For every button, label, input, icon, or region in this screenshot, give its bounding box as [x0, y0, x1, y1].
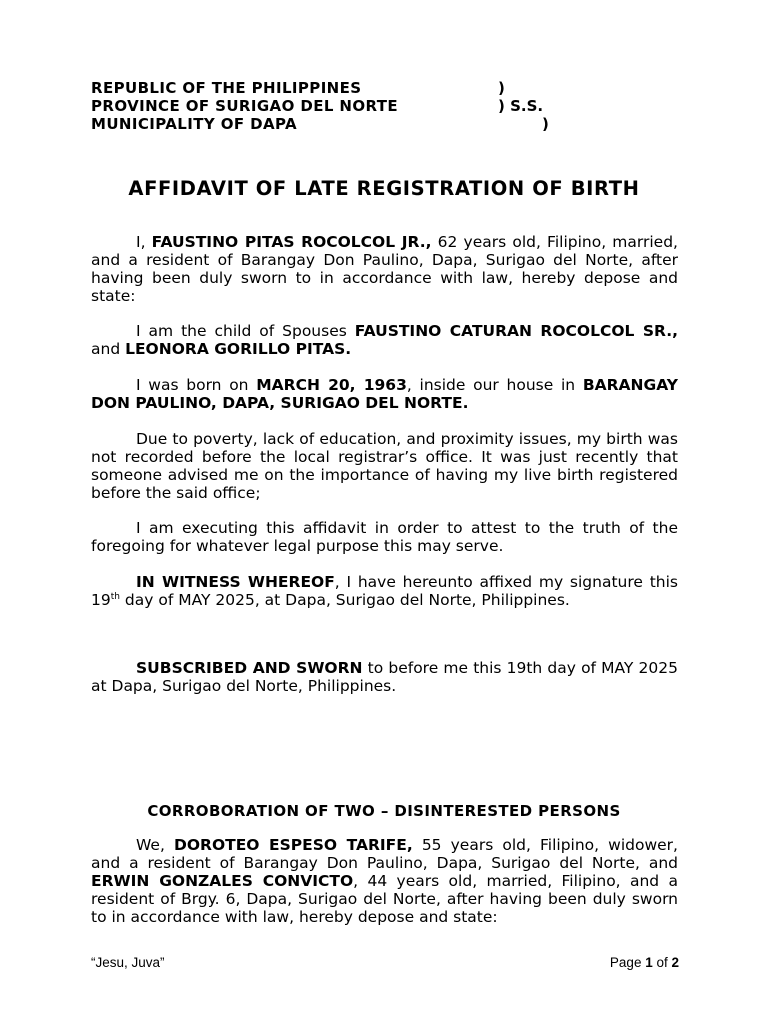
caption-bracket-3: ) [542, 115, 549, 133]
page-number [610, 955, 679, 970]
p3-mid: , inside our house in [406, 376, 583, 394]
p1-pre: I, [136, 233, 152, 251]
footer-motto: “Jesu, Juva” [91, 955, 165, 970]
affiant-intro-paragraph [91, 233, 678, 305]
p8-pre: We, [136, 836, 174, 854]
mother-name: LEONORA GORILLO PITAS. [125, 340, 352, 358]
document-title: AFFIDAVIT OF LATE REGISTRATION OF BIRTH [128, 177, 640, 200]
page-word: Page [609, 955, 646, 970]
birth-paragraph [91, 376, 678, 412]
p7-post: to before me this 19th day of MAY 2025 at Dapa, Surigao del Norte, Philippines. [91, 659, 678, 695]
p6-post: day of MAY 2025, at Dapa, Surigao del Norte, Philippines. [119, 591, 570, 609]
witness-lead: IN WITNESS WHEREOF [136, 573, 335, 591]
jurat-paragraph [91, 659, 678, 695]
p6-superscript: th [110, 592, 120, 602]
p1-post: 62 years old, Filipino, married, and a resident of Barangay Don Paulino, Dapa, Surigao del Norte, after having been duly sworn to in accordance with law, hereby depose and state: [91, 233, 678, 305]
p8-post: , 44 years old, married, Filipino, and a resident of Brgy. 6, Dapa, Surigao del Norte, after having been duly sworn to in accordance with law, hereby depose and state: [91, 872, 678, 926]
birth-date: MARCH 20, 1963 [256, 376, 407, 394]
caption-province: PROVINCE OF SURIGAO DEL NORTE [91, 97, 399, 115]
corroboration-paragraph [91, 836, 678, 926]
page-current: 1 [645, 955, 653, 970]
purpose-paragraph [91, 519, 678, 555]
page-total: 2 [671, 955, 679, 970]
p4-text: Due to poverty, lack of education, and proximity issues, my birth was not recorded before the local registrar’s office. It was just recently that someone advised me on the importance of having my live birth registered before the said office; [91, 430, 678, 502]
birth-place: BARANGAY DON PAULINO, DAPA, SURIGAO DEL NORTE. [91, 376, 678, 412]
reason-paragraph [91, 430, 678, 502]
p8-mid1: 55 years old, Filipino, widower, and a resident of Barangay Don Paulino, Dapa, Surigao del Norte, and [91, 836, 678, 872]
corroboration-heading: CORROBORATION OF TWO – DISINTERESTED PERSONS [147, 802, 621, 820]
affiant-name: FAUSTINO PITAS ROCOLCOL JR., [151, 233, 432, 251]
caption-municipality: MUNICIPALITY OF DAPA [91, 115, 298, 133]
of-word: of [652, 955, 672, 970]
parents-paragraph [91, 322, 678, 358]
caption-bracket-ss: ) S.S. [498, 97, 544, 115]
jurat-lead: SUBSCRIBED AND SWORN [136, 659, 363, 677]
witness-paragraph [91, 573, 678, 609]
witness1-name: DOROTEO ESPESO TARIFE, [173, 836, 413, 854]
caption-republic: REPUBLIC OF THE PHILIPPINES [91, 79, 362, 97]
p2-mid: and [91, 340, 126, 358]
witness2-name: ERWIN GONZALES CONVICTO [91, 872, 354, 890]
caption-bracket-1: ) [498, 79, 505, 97]
p2-pre: I am the child of Spouses [136, 322, 355, 340]
p5-text: I am executing this affidavit in order to attest to the truth of the foregoing for whatever legal purpose this may serve. [91, 519, 678, 555]
p6-pre: , I have hereunto affixed my signature this 19 [91, 573, 678, 609]
p3-pre: I was born on [136, 376, 257, 394]
father-name: FAUSTINO CATURAN ROCOLCOL SR., [354, 322, 678, 340]
